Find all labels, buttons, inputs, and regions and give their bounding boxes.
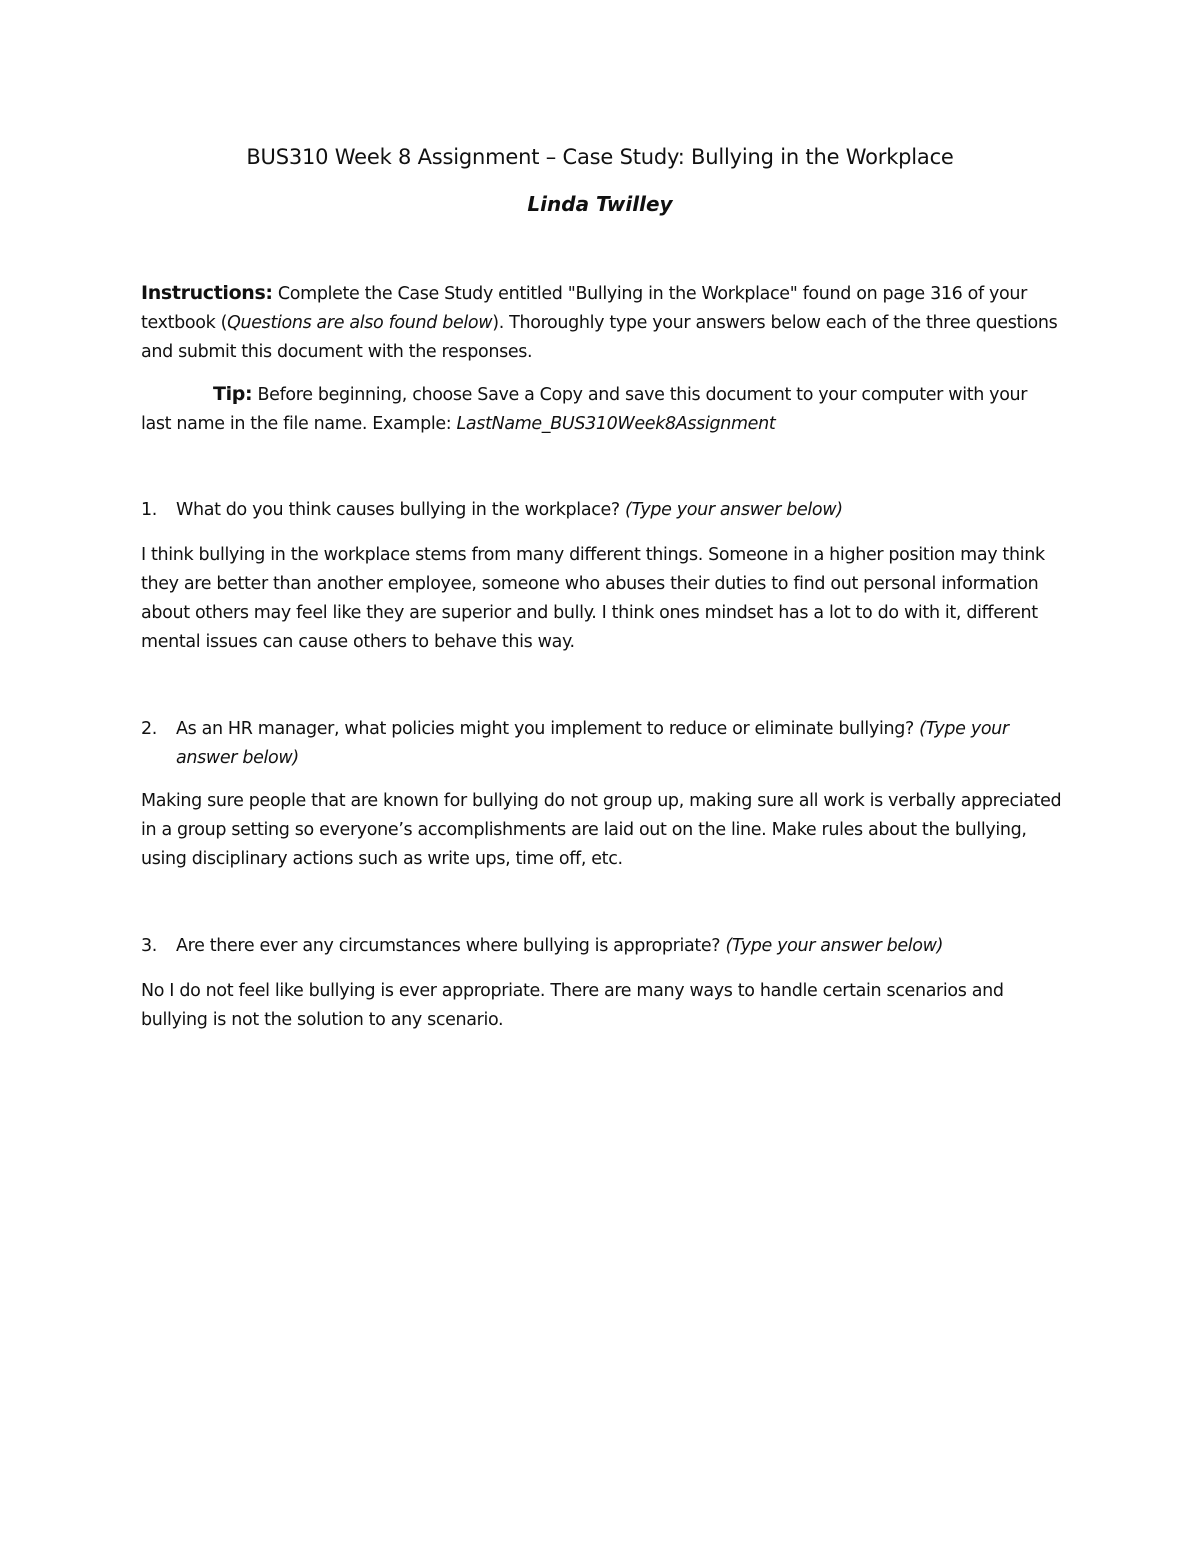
tip-label: Tip: xyxy=(213,383,253,405)
question-2-prompt: As an HR manager, what policies might you implement to reduce or eliminate bullying? xyxy=(176,719,920,739)
question-3-text xyxy=(176,932,1071,961)
question-3-hint: (Type your answer below) xyxy=(725,936,944,956)
answer-1: I think bullying in the workplace stems from many different things. Someone in a higher position may think they are better than another employee, someone who abuses their duties to find out personal information about others may feel like they are superior and bully. I think ones mindset has a lot to do with it, different mental issues can cause others to behave this way. xyxy=(141,545,1045,652)
question-3 xyxy=(141,932,1071,961)
tip-text-line1: Before beginning, choose Save a Copy and save this document to your computer with your xyxy=(252,385,1028,405)
question-1 xyxy=(141,496,1071,525)
question-2-text xyxy=(176,715,1071,773)
instructions-text-part2: ). Thoroughly type your answers below each of the three questions and submit this document with the responses. xyxy=(141,313,1058,362)
question-1-number: 1. xyxy=(141,500,157,520)
instructions-paragraph xyxy=(141,279,1071,367)
question-2-number: 2. xyxy=(141,719,157,739)
answer-3: No I do not feel like bullying is ever appropriate. There are many ways to handle certain scenarios and bullying is not the solution to any scenario. xyxy=(141,981,1004,1030)
question-1-hint: (Type your answer below) xyxy=(625,500,843,520)
question-1-prompt: What do you think causes bullying in the workplace? xyxy=(176,500,626,520)
document-title: BUS310 Week 8 Assignment – Case Study: Bullying in the Workplace xyxy=(246,145,954,169)
question-3-prompt: Are there ever any circumstances where bullying is appropriate? xyxy=(176,936,726,956)
question-2-hint: (Type your answer below) xyxy=(176,719,1009,768)
tip-paragraph xyxy=(141,380,1071,439)
question-1-text xyxy=(176,496,1071,525)
instructions-text-part1: Complete the Case Study entitled "Bullying in the Workplace" found on page 316 of your textbook ( xyxy=(141,284,1027,333)
question-3-number: 3. xyxy=(141,936,157,956)
tip-text-line2: last name in the file name. Example: xyxy=(141,414,457,434)
tip-example-filename: LastName_BUS310Week8Assignment xyxy=(456,414,776,434)
instructions-italic-note: Questions are also found below xyxy=(227,313,493,333)
question-2 xyxy=(141,715,1071,773)
tip-line-1 xyxy=(141,380,1071,410)
answer-2: Making sure people that are known for bullying do not group up, making sure all work is verbally appreciated in a group setting so everyone’s accomplishments are laid out on the line. Make rules about the bullying, using disciplinary actions such as write ups, time off, etc. xyxy=(141,791,1062,869)
author-name: Linda Twilley xyxy=(527,192,673,216)
instructions-label: Instructions: xyxy=(141,282,273,304)
tip-line-2 xyxy=(141,410,1071,439)
